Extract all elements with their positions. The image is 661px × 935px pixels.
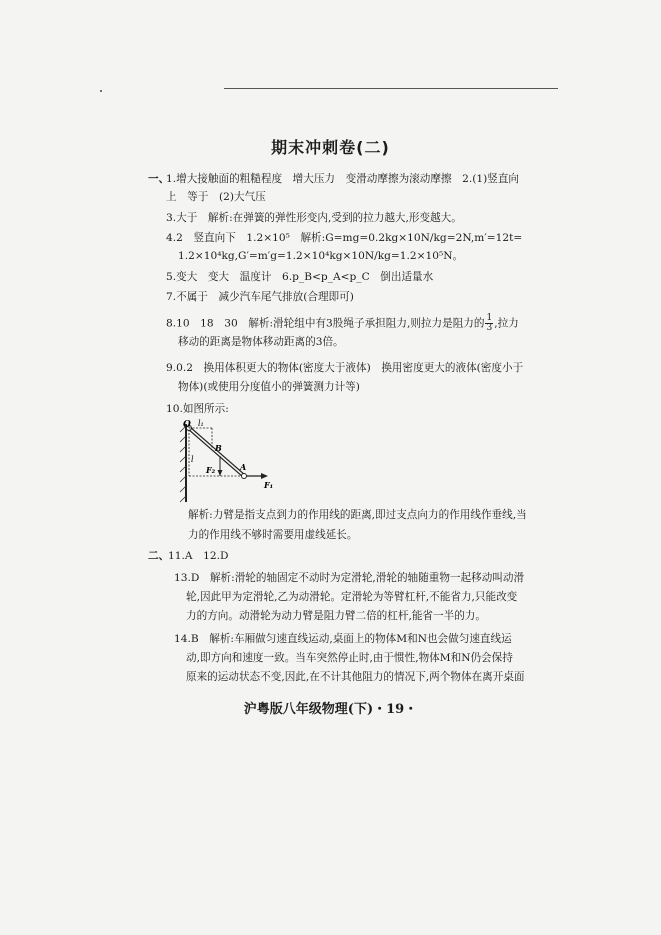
answer-q10-explanation-line1: 解析:力臂是指支点到力的作用线的距离,即过支点向力的作用线作垂线,当 bbox=[188, 509, 527, 521]
answer-q7: 7.不属于 减少汽车尾气排放(合理即可) bbox=[166, 291, 354, 303]
answer-q13-line1: 13.D 解析:滑轮的轴固定不动时为定滑轮,滑轮的轴随重物一起移动叫动滑 bbox=[174, 572, 525, 584]
section-marker-one: 一、 bbox=[148, 173, 170, 185]
top-rule bbox=[224, 88, 558, 89]
label-l1: l₁ bbox=[198, 419, 204, 428]
label-A: A bbox=[240, 462, 247, 472]
answer-q10-explanation-line2: 力的作用线不够时需要用虚线延长。 bbox=[188, 529, 358, 541]
answer-q10: 10.如图所示: bbox=[166, 403, 229, 415]
label-F1: F₁ bbox=[264, 480, 274, 490]
fraction-denominator: 3 bbox=[486, 323, 493, 333]
answer-q13-line2: 轮,因此甲为定滑轮,乙为动滑轮。定滑轮为等臂杠杆,不能省力,只能改变 bbox=[186, 591, 518, 603]
label-O: O bbox=[183, 420, 191, 430]
answer-q8-line1 bbox=[166, 314, 519, 333]
lever-diagram bbox=[168, 418, 278, 508]
answer-q1-line1: 1.增大接触面的粗糙程度 增大压力 变滑动摩擦为滚动摩擦 2.(1)竖直向 bbox=[166, 173, 520, 185]
force-f2-arrowhead bbox=[218, 470, 223, 476]
answer-q3: 3.大于 解析:在弹簧的弹性形变内,受到的拉力越大,形变越大。 bbox=[166, 212, 462, 224]
page-title: 期末冲刺卷(二) bbox=[271, 138, 390, 157]
answer-q14-line1: 14.B 解析:车厢做匀速直线运动,桌面上的物体M和N也会做匀速直线运 bbox=[174, 633, 512, 645]
scan-speck bbox=[100, 90, 102, 92]
force-f1-arrowhead bbox=[261, 473, 268, 479]
answer-q1-line2: 上 等于 (2)大气压 bbox=[166, 191, 266, 203]
label-l2: l bbox=[191, 455, 194, 464]
answer-q13-line3: 力的方向。动滑轮为动力臂是阻力臂二倍的杠杆,能省一半的力。 bbox=[186, 610, 486, 622]
answer-q4-line1: 4.2 竖直向下 1.2×10⁵ 解析:G=mg=0.2kg×10N/kg=2N,m′=12t= bbox=[166, 232, 523, 244]
label-B: B bbox=[215, 443, 222, 453]
fraction-one-third bbox=[485, 314, 493, 333]
label-F2: F₂ bbox=[206, 465, 216, 475]
answer-q4-line2: 1.2×10⁴kg,G′=m′g=1.2×10⁴kg×10N/kg=1.2×10⁵N。 bbox=[178, 250, 464, 262]
fraction-numerator: 1 bbox=[486, 313, 493, 323]
answer-q8-line2: 移动的距离是物体移动距离的3倍。 bbox=[178, 336, 344, 348]
page-footer: 沪粤版八年级物理(下)・19・ bbox=[243, 702, 418, 717]
answer-q9-line2: 物体)(或使用分度值小的弹簧测力计等) bbox=[178, 381, 360, 393]
section-marker-two: 二、 bbox=[148, 550, 170, 562]
answer-q11-q12: 11.A 12.D bbox=[168, 550, 229, 562]
answer-q8-text-end: ,拉力 bbox=[494, 317, 519, 330]
answer-q9-line1: 9.0.2 换用体积更大的物体(密度大于液体) 换用密度更大的液体(密度小于 bbox=[166, 362, 524, 374]
answer-q14-line3: 原来的运动状态不变,因此,在不计其他阻力的情况下,两个物体在离开桌面 bbox=[186, 671, 525, 683]
answer-q5-q6: 5.变大 变大 温度计 6.p_B<p_A<p_C 倒出适量水 bbox=[166, 271, 434, 283]
answer-q14-line2: 动,即方向和速度一致。当车突然停止时,由于惯性,物体M和N仍会保持 bbox=[186, 652, 513, 664]
answer-q8-text: 8.10 18 30 解析:滑轮组中有3股绳子承担阻力,则拉力是阻力的 bbox=[166, 317, 485, 330]
